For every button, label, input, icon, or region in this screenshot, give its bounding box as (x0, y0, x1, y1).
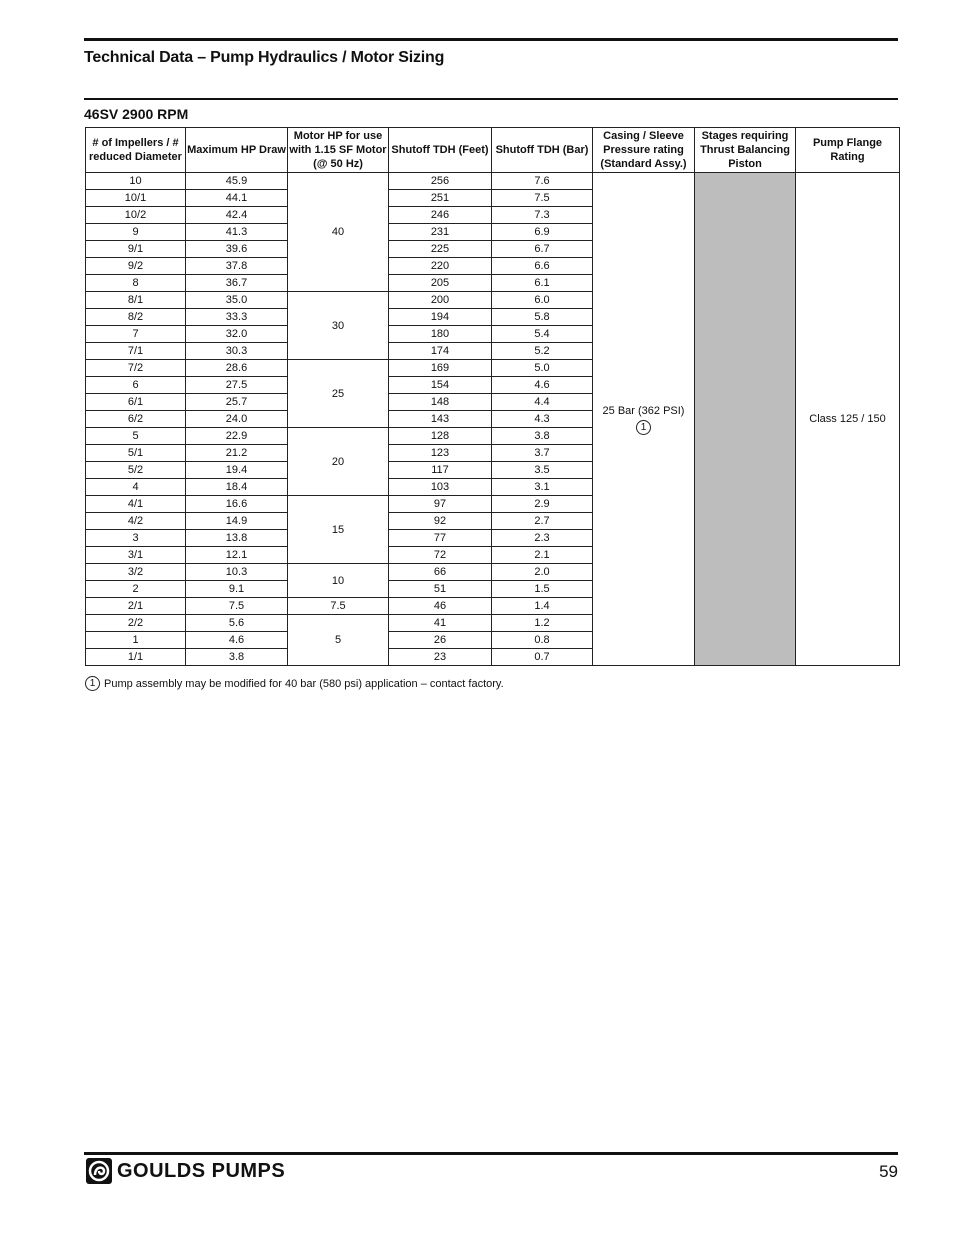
cell-max-hp: 22.9 (186, 428, 288, 445)
cell-impellers: 2/1 (86, 598, 186, 615)
cell-shutoff-bar: 7.3 (492, 207, 593, 224)
cell-shutoff-bar: 7.6 (492, 173, 593, 190)
cell-max-hp: 16.6 (186, 496, 288, 513)
cell-shutoff-feet: 174 (389, 343, 492, 360)
cell-motor-hp: 30 (288, 292, 389, 360)
cell-max-hp: 4.6 (186, 632, 288, 649)
cell-shutoff-bar: 4.4 (492, 394, 593, 411)
cell-impellers: 10/1 (86, 190, 186, 207)
cell-shutoff-bar: 2.9 (492, 496, 593, 513)
cell-max-hp: 9.1 (186, 581, 288, 598)
cell-motor-hp: 10 (288, 564, 389, 598)
cell-shutoff-feet: 72 (389, 547, 492, 564)
cell-max-hp: 3.8 (186, 649, 288, 666)
cell-impellers: 5 (86, 428, 186, 445)
cell-max-hp: 24.0 (186, 411, 288, 428)
cell-shutoff-bar: 6.6 (492, 258, 593, 275)
cell-max-hp: 12.1 (186, 547, 288, 564)
cell-shutoff-feet: 117 (389, 462, 492, 479)
cell-max-hp: 33.3 (186, 309, 288, 326)
header-thrust-piston: Stages requiring Thrust Balancing Piston (695, 128, 796, 173)
cell-shutoff-feet: 194 (389, 309, 492, 326)
cell-impellers: 3/1 (86, 547, 186, 564)
cell-max-hp: 21.2 (186, 445, 288, 462)
cell-max-hp: 42.4 (186, 207, 288, 224)
cell-shutoff-feet: 23 (389, 649, 492, 666)
brand-name: GOULDS PUMPS (117, 1159, 286, 1182)
cell-shutoff-feet: 143 (389, 411, 492, 428)
cell-shutoff-bar: 0.8 (492, 632, 593, 649)
cell-motor-hp: 20 (288, 428, 389, 496)
header-max-hp: Maximum HP Draw (186, 128, 288, 173)
cell-shutoff-feet: 128 (389, 428, 492, 445)
cell-shutoff-bar: 4.6 (492, 377, 593, 394)
cell-max-hp: 44.1 (186, 190, 288, 207)
cell-shutoff-feet: 256 (389, 173, 492, 190)
cell-max-hp: 10.3 (186, 564, 288, 581)
cell-impellers: 9/2 (86, 258, 186, 275)
cell-max-hp: 28.6 (186, 360, 288, 377)
cell-impellers: 2/2 (86, 615, 186, 632)
cell-shutoff-bar: 0.7 (492, 649, 593, 666)
header-impellers: # of Impellers / # reduced Diameter (86, 128, 186, 173)
cell-impellers: 7/1 (86, 343, 186, 360)
footnote-marker: 1 (85, 676, 100, 691)
cell-shutoff-bar: 5.0 (492, 360, 593, 377)
cell-max-hp: 27.5 (186, 377, 288, 394)
cell-impellers: 8/2 (86, 309, 186, 326)
cell-max-hp: 7.5 (186, 598, 288, 615)
cell-impellers: 4/1 (86, 496, 186, 513)
cell-shutoff-feet: 103 (389, 479, 492, 496)
cell-shutoff-feet: 225 (389, 241, 492, 258)
header-shutoff-bar: Shutoff TDH (Bar) (492, 128, 593, 173)
cell-impellers: 2 (86, 581, 186, 598)
cell-impellers: 6/2 (86, 411, 186, 428)
cell-impellers: 4/2 (86, 513, 186, 530)
cell-shutoff-feet: 97 (389, 496, 492, 513)
cell-shutoff-feet: 46 (389, 598, 492, 615)
cell-impellers: 9/1 (86, 241, 186, 258)
cell-max-hp: 18.4 (186, 479, 288, 496)
cell-impellers: 6/1 (86, 394, 186, 411)
cell-shutoff-feet: 220 (389, 258, 492, 275)
cell-shutoff-bar: 6.1 (492, 275, 593, 292)
section-rule (84, 98, 898, 100)
cell-max-hp: 37.8 (186, 258, 288, 275)
cell-max-hp: 14.9 (186, 513, 288, 530)
cell-max-hp: 35.0 (186, 292, 288, 309)
cell-shutoff-bar: 1.4 (492, 598, 593, 615)
cell-motor-hp: 7.5 (288, 598, 389, 615)
cell-shutoff-bar: 6.7 (492, 241, 593, 258)
header-flange-rating: Pump Flange Rating (796, 128, 900, 173)
cell-impellers: 3/2 (86, 564, 186, 581)
cell-shutoff-bar: 5.4 (492, 326, 593, 343)
cell-motor-hp: 15 (288, 496, 389, 564)
cell-shutoff-bar: 3.7 (492, 445, 593, 462)
cell-shutoff-feet: 51 (389, 581, 492, 598)
cell-shutoff-bar: 6.0 (492, 292, 593, 309)
cell-impellers: 5/2 (86, 462, 186, 479)
brand-logo (85, 1157, 285, 1185)
cell-max-hp: 36.7 (186, 275, 288, 292)
cell-shutoff-feet: 231 (389, 224, 492, 241)
footnote-text: Pump assembly may be modified for 40 bar (580 psi) application – contact factory. (104, 677, 504, 690)
cell-shutoff-feet: 123 (389, 445, 492, 462)
cell-impellers: 9 (86, 224, 186, 241)
table-header-row (86, 128, 900, 173)
casing-rating-value: 25 Bar (362 PSI) (602, 405, 685, 417)
casing-note-marker: 1 (636, 420, 651, 435)
cell-motor-hp: 5 (288, 615, 389, 666)
cell-shutoff-feet: 92 (389, 513, 492, 530)
cell-impellers: 1/1 (86, 649, 186, 666)
cell-max-hp: 30.3 (186, 343, 288, 360)
table-row (86, 173, 900, 190)
cell-max-hp: 41.3 (186, 224, 288, 241)
cell-impellers: 3 (86, 530, 186, 547)
cell-shutoff-feet: 66 (389, 564, 492, 581)
cell-shutoff-bar: 1.5 (492, 581, 593, 598)
cell-flange-rating: Class 125 / 150 (796, 173, 900, 666)
cell-max-hp: 19.4 (186, 462, 288, 479)
top-rule (84, 38, 898, 41)
cell-shutoff-feet: 180 (389, 326, 492, 343)
cell-shutoff-feet: 148 (389, 394, 492, 411)
cell-shutoff-feet: 205 (389, 275, 492, 292)
cell-max-hp: 13.8 (186, 530, 288, 547)
cell-shutoff-bar: 1.2 (492, 615, 593, 632)
cell-impellers: 10 (86, 173, 186, 190)
cell-shutoff-bar: 3.1 (492, 479, 593, 496)
cell-impellers: 7 (86, 326, 186, 343)
footnote (85, 676, 504, 691)
cell-max-hp: 5.6 (186, 615, 288, 632)
cell-impellers: 6 (86, 377, 186, 394)
cell-shutoff-feet: 41 (389, 615, 492, 632)
cell-impellers: 1 (86, 632, 186, 649)
cell-shutoff-bar: 3.8 (492, 428, 593, 445)
page-number: 59 (879, 1162, 898, 1181)
cell-impellers: 10/2 (86, 207, 186, 224)
cell-shutoff-bar: 4.3 (492, 411, 593, 428)
cell-impellers: 8 (86, 275, 186, 292)
cell-thrust-piston (695, 173, 796, 666)
cell-impellers: 7/2 (86, 360, 186, 377)
cell-motor-hp: 25 (288, 360, 389, 428)
cell-max-hp: 39.6 (186, 241, 288, 258)
cell-max-hp: 32.0 (186, 326, 288, 343)
page-title: Technical Data – Pump Hydraulics / Motor Sizing (84, 49, 445, 66)
cell-casing-rating (593, 173, 695, 666)
cell-shutoff-bar: 3.5 (492, 462, 593, 479)
header-motor-hp: Motor HP for use with 1.15 SF Motor (@ 50 Hz) (288, 128, 389, 173)
cell-shutoff-bar: 2.1 (492, 547, 593, 564)
cell-shutoff-bar: 7.5 (492, 190, 593, 207)
cell-shutoff-feet: 251 (389, 190, 492, 207)
header-shutoff-feet: Shutoff TDH (Feet) (389, 128, 492, 173)
cell-shutoff-feet: 154 (389, 377, 492, 394)
cell-impellers: 5/1 (86, 445, 186, 462)
section-title: 46SV 2900 RPM (84, 106, 189, 122)
hydraulics-table (85, 127, 900, 666)
cell-max-hp: 45.9 (186, 173, 288, 190)
cell-shutoff-feet: 246 (389, 207, 492, 224)
footer-rule (84, 1152, 898, 1155)
cell-shutoff-feet: 26 (389, 632, 492, 649)
cell-impellers: 8/1 (86, 292, 186, 309)
cell-shutoff-bar: 5.2 (492, 343, 593, 360)
cell-motor-hp: 40 (288, 173, 389, 292)
cell-shutoff-bar: 2.0 (492, 564, 593, 581)
goulds-logo-icon (85, 1157, 113, 1185)
cell-shutoff-bar: 6.9 (492, 224, 593, 241)
table-body (86, 173, 900, 666)
cell-shutoff-bar: 5.8 (492, 309, 593, 326)
header-casing-rating: Casing / Sleeve Pressure rating (Standard Assy.) (593, 128, 695, 173)
cell-max-hp: 25.7 (186, 394, 288, 411)
cell-shutoff-bar: 2.3 (492, 530, 593, 547)
cell-shutoff-bar: 2.7 (492, 513, 593, 530)
cell-shutoff-feet: 77 (389, 530, 492, 547)
cell-shutoff-feet: 200 (389, 292, 492, 309)
cell-shutoff-feet: 169 (389, 360, 492, 377)
cell-impellers: 4 (86, 479, 186, 496)
